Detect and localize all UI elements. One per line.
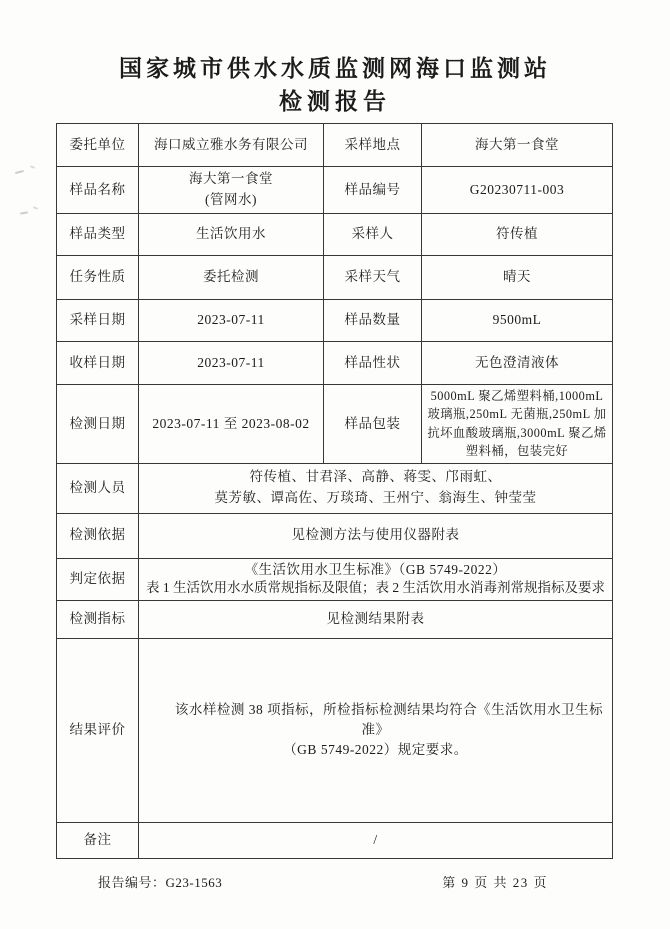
title-line2: 检测报告 [279,89,391,115]
table-row [57,255,613,299]
test-date-value: 2023-07-11 至 2023-08-02 [139,384,324,463]
page-title [0,52,670,119]
sample-name-label: 样品名称 [57,167,139,214]
evaluation-label: 结果评价 [57,638,139,822]
evaluation-line2: （GB 5749-2022）规定要求。 [283,742,468,758]
report-number: 报告编号：G23-1563 [98,875,223,890]
basis-value: 见检测方法与使用仪器附表 [139,513,613,558]
basis-label: 检测依据 [57,513,139,558]
table-row [57,463,613,513]
scan-artifact [15,170,24,174]
judgment-value [139,558,613,600]
character-value: 无色澄清液体 [422,341,613,384]
evaluation-value [139,638,613,822]
character-label: 样品性状 [324,341,422,384]
receipt-date-label: 收样日期 [57,341,139,384]
table-row [57,558,613,600]
scan-artifact [33,206,38,210]
remarks-label: 备注 [57,822,139,858]
table-row [57,341,613,384]
table-row [57,822,613,858]
quantity-label: 样品数量 [324,299,422,341]
title-line1: 国家城市供水水质监测网海口监测站 [119,56,551,81]
evaluation-line1: 该水样检测 38 项指标，所检指标检测结果均符合《生活饮用水卫生标准》 [174,701,604,737]
report-table [56,123,613,859]
client-label: 委托单位 [57,124,139,167]
sample-name-value [139,167,324,214]
remarks-value: / [139,822,613,858]
indicators-value: 见检测结果附表 [139,600,613,638]
table-row [57,600,613,638]
client-value: 海口威立雅水务有限公司 [139,124,324,167]
judgment-label: 判定依据 [57,558,139,600]
sample-no-label: 样品编号 [324,167,422,214]
scan-artifact [20,211,28,214]
judgment-line2: 表 1 生活饮用水水质常规指标及限值；表 2 生活饮用水消毒剂常规指标及要求 [146,580,605,596]
table-row [57,167,613,214]
packaging-value: 5000mL 聚乙烯塑料桶,1000mL 玻璃瓶,250mL 无菌瓶,250mL 加抗坏血酸玻璃瓶,3000mL 聚乙烯塑料桶，包装完好 [422,384,613,463]
indicators-label: 检测指标 [57,600,139,638]
table-row [57,124,613,167]
sampler-value: 符传植 [422,213,613,255]
test-date-label: 检测日期 [57,384,139,463]
receipt-date-value: 2023-07-11 [139,341,324,384]
table-row [57,213,613,255]
task-label: 任务性质 [57,255,139,299]
sample-type-value: 生活饮用水 [139,213,324,255]
table-row [57,513,613,558]
page-indicator: 第 9 页 共 23 页 [442,875,548,890]
quantity-value: 9500mL [422,299,613,341]
personnel-line2: 莫芳敏、谭高佐、万琰琦、王州宁、翁海生、钟莹莹 [214,490,537,506]
sampling-date-value: 2023-07-11 [139,299,324,341]
sample-type-label: 样品类型 [57,213,139,255]
sample-name-line2: (管网水) [205,191,257,207]
location-value: 海大第一食堂 [422,124,613,167]
task-value: 委托检测 [139,255,324,299]
sampler-label: 采样人 [324,213,422,255]
judgment-line1: 《生活饮用水卫生标准》（GB 5749-2022） [244,561,507,577]
weather-label: 采样天气 [324,255,422,299]
personnel-line1: 符传植、甘君泽、高静、蒋雯、邝雨虹、 [249,469,502,485]
packaging-label: 样品包装 [324,384,422,463]
scan-artifact [30,165,35,169]
sample-no-value: G20230711-003 [422,167,613,214]
weather-value: 晴天 [422,255,613,299]
personnel-value [139,463,613,513]
table-row [57,299,613,341]
sampling-date-label: 采样日期 [57,299,139,341]
sample-name-line1: 海大第一食堂 [189,171,273,186]
location-label: 采样地点 [324,124,422,167]
page-footer [56,872,612,891]
table-row [57,638,613,822]
table-row [57,384,613,463]
personnel-label: 检测人员 [57,463,139,513]
